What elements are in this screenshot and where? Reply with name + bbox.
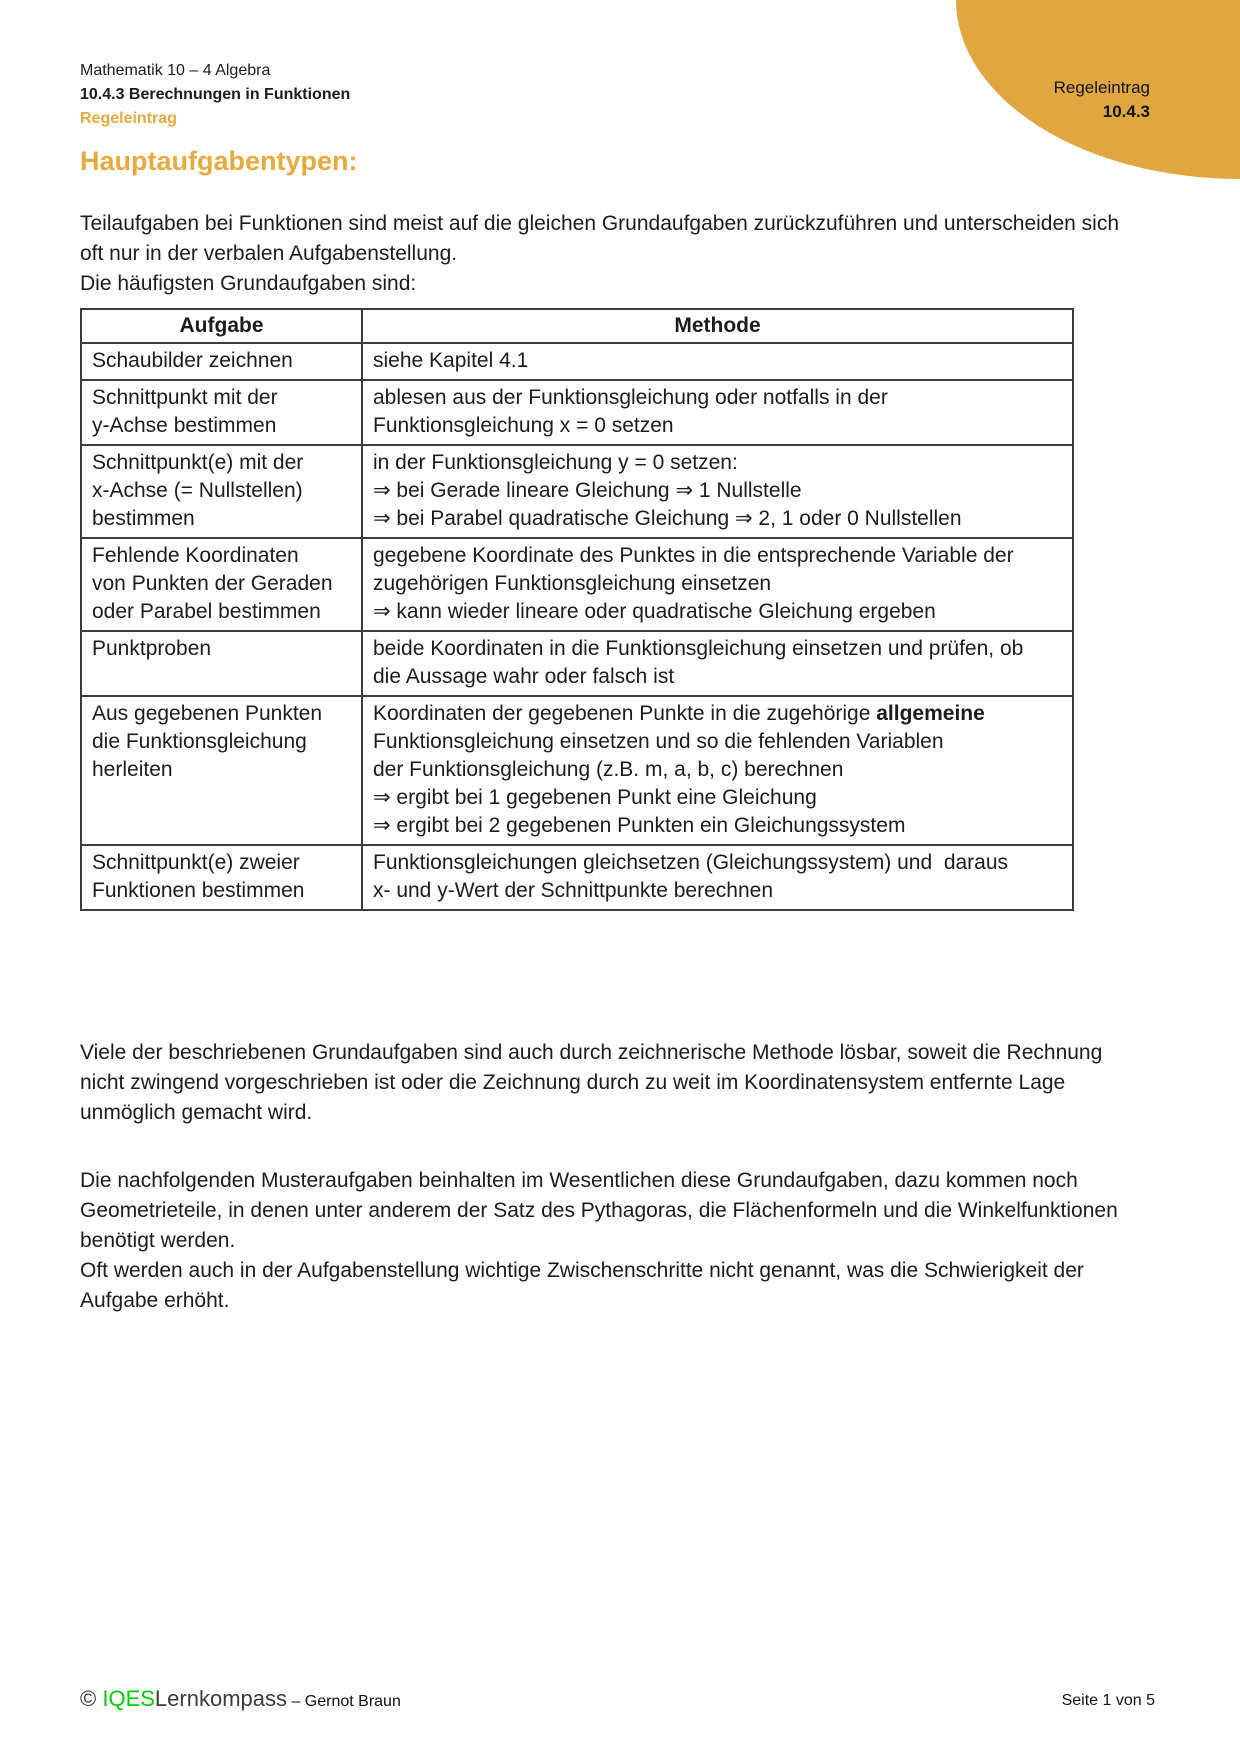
cell-methode: in der Funktionsgleichung y = 0 setzen: ⇒ bei Gerade lineare Gleichung ⇒ 1 Nullstelle ⇒ bei Parabel quadratische Gleichung ⇒ 2, 1 oder 0 Nullstellen bbox=[362, 445, 1073, 538]
table-row bbox=[81, 538, 1073, 631]
page-number: Seite 1 von 5 bbox=[1061, 1692, 1155, 1709]
cell-aufgabe: Schnittpunkt(e) zweier Funktionen bestimmen bbox=[81, 845, 362, 910]
table-row bbox=[81, 380, 1073, 445]
methode-line-with-bold: Koordinaten der gegebenen Punkte in die zugehörige allgemeine bbox=[373, 702, 985, 725]
table-header-row bbox=[81, 309, 1073, 343]
tasks-table bbox=[80, 308, 1074, 911]
footer-brand bbox=[80, 1686, 401, 1712]
cell-aufgabe: Fehlende Koordinaten von Punkten der Geraden oder Parabel bestimmen bbox=[81, 538, 362, 631]
cell-methode: Koordinaten der gegebenen Punkte in die zugehörige allgemeine Funktionsgleichung einsetzen und so die fehlenden Variablen der Funktionsgleichung (z.B. m, a, b, c) berechnen ⇒ ergibt bei 1 gegebenen Punkt eine Gleichung ⇒ ergibt bei 2 gegebenen Punkten ein Gleichungssystem bbox=[362, 696, 1073, 845]
page-title: Hauptaufgabentypen: bbox=[80, 146, 358, 176]
header-course-line: Mathematik 10 – 4 Algebra bbox=[80, 62, 271, 79]
brand-lernkompass: Lernkompass bbox=[154, 1686, 287, 1711]
column-header-aufgabe: Aufgabe bbox=[81, 309, 362, 343]
intro-paragraph bbox=[80, 209, 1120, 299]
cell-aufgabe: Schaubilder zeichnen bbox=[81, 343, 362, 380]
column-header-methode: Methode bbox=[362, 309, 1073, 343]
table-row bbox=[81, 696, 1073, 845]
paragraph-note-1: Viele der beschriebenen Grundaufgaben sind auch durch zeichnerische Methode lösbar, soweit die Rechnung nicht zwingend vorgeschrieben ist oder die Zeichnung durch zu weit im Koordinatensystem entfernte Lage unmöglich gemacht wird. bbox=[80, 1041, 1103, 1124]
author-name: – Gernot Braun bbox=[287, 1693, 401, 1710]
badge-number: 10.4.3 bbox=[1102, 102, 1150, 121]
badge-label: Regeleintrag bbox=[1053, 78, 1150, 97]
cell-methode: gegebene Koordinate des Punktes in die entsprechende Variable der zugehörigen Funktionsgleichung einsetzen ⇒ kann wieder lineare oder quadratische Gleichung ergeben bbox=[362, 538, 1073, 631]
table-row bbox=[81, 631, 1073, 696]
cell-methode: siehe Kapitel 4.1 bbox=[362, 343, 1073, 380]
table-row bbox=[81, 845, 1073, 910]
intro-text: Teilaufgaben bei Funktionen sind meist auf die gleichen Grundaufgaben zurückzuführen und unterscheiden sich oft nur in der verbalen Aufgabenstellung. bbox=[80, 212, 1120, 265]
cell-methode: Funktionsgleichungen gleichsetzen (Gleichungssystem) und daraus x- und y-Wert der Schnittpunkte berechnen bbox=[362, 845, 1073, 910]
intro-lead-in: Die häufigsten Grundaufgaben sind: bbox=[80, 272, 417, 295]
cell-aufgabe: Aus gegebenen Punkten die Funktionsgleichung herleiten bbox=[81, 696, 362, 845]
table-row bbox=[81, 343, 1073, 380]
corner-badge-text bbox=[1054, 76, 1150, 124]
header-chapter-line: 10.4.3 Berechnungen in Funktionen bbox=[80, 86, 351, 103]
cell-aufgabe: Punktproben bbox=[81, 631, 362, 696]
brand-iqes: IQES bbox=[102, 1686, 155, 1711]
header-doctype-line: Regeleintrag bbox=[80, 110, 177, 127]
cell-aufgabe: Schnittpunkt mit der y-Achse bestimmen bbox=[81, 380, 362, 445]
document-header bbox=[80, 59, 350, 131]
paragraph-note-2b: Oft werden auch in der Aufgabenstellung wichtige Zwischenschritte nicht genannt, was die Schwierigkeit der Aufgabe erhöht. bbox=[80, 1259, 1084, 1312]
cell-methode: ablesen aus der Funktionsgleichung oder notfalls in der Funktionsgleichung x = 0 setzen bbox=[362, 380, 1073, 445]
bold-keyword: allgemeine bbox=[876, 702, 985, 725]
copyright-icon: © bbox=[80, 1686, 97, 1711]
cell-methode: beide Koordinaten in die Funktionsgleichung einsetzen und prüfen, ob die Aussage wahr oder falsch ist bbox=[362, 631, 1073, 696]
paragraph-note-2a: Die nachfolgenden Musteraufgaben beinhalten im Wesentlichen diese Grundaufgaben, dazu kommen noch Geometrieteile, in denen unter anderem der Satz des Pythagoras, die Flächenformeln und die Winkelfunktionen benötigt werden. bbox=[80, 1169, 1118, 1252]
table-row bbox=[81, 445, 1073, 538]
cell-aufgabe: Schnittpunkt(e) mit der x-Achse (= Nullstellen) bestimmen bbox=[81, 445, 362, 538]
paragraph-note-2 bbox=[80, 1166, 1120, 1316]
